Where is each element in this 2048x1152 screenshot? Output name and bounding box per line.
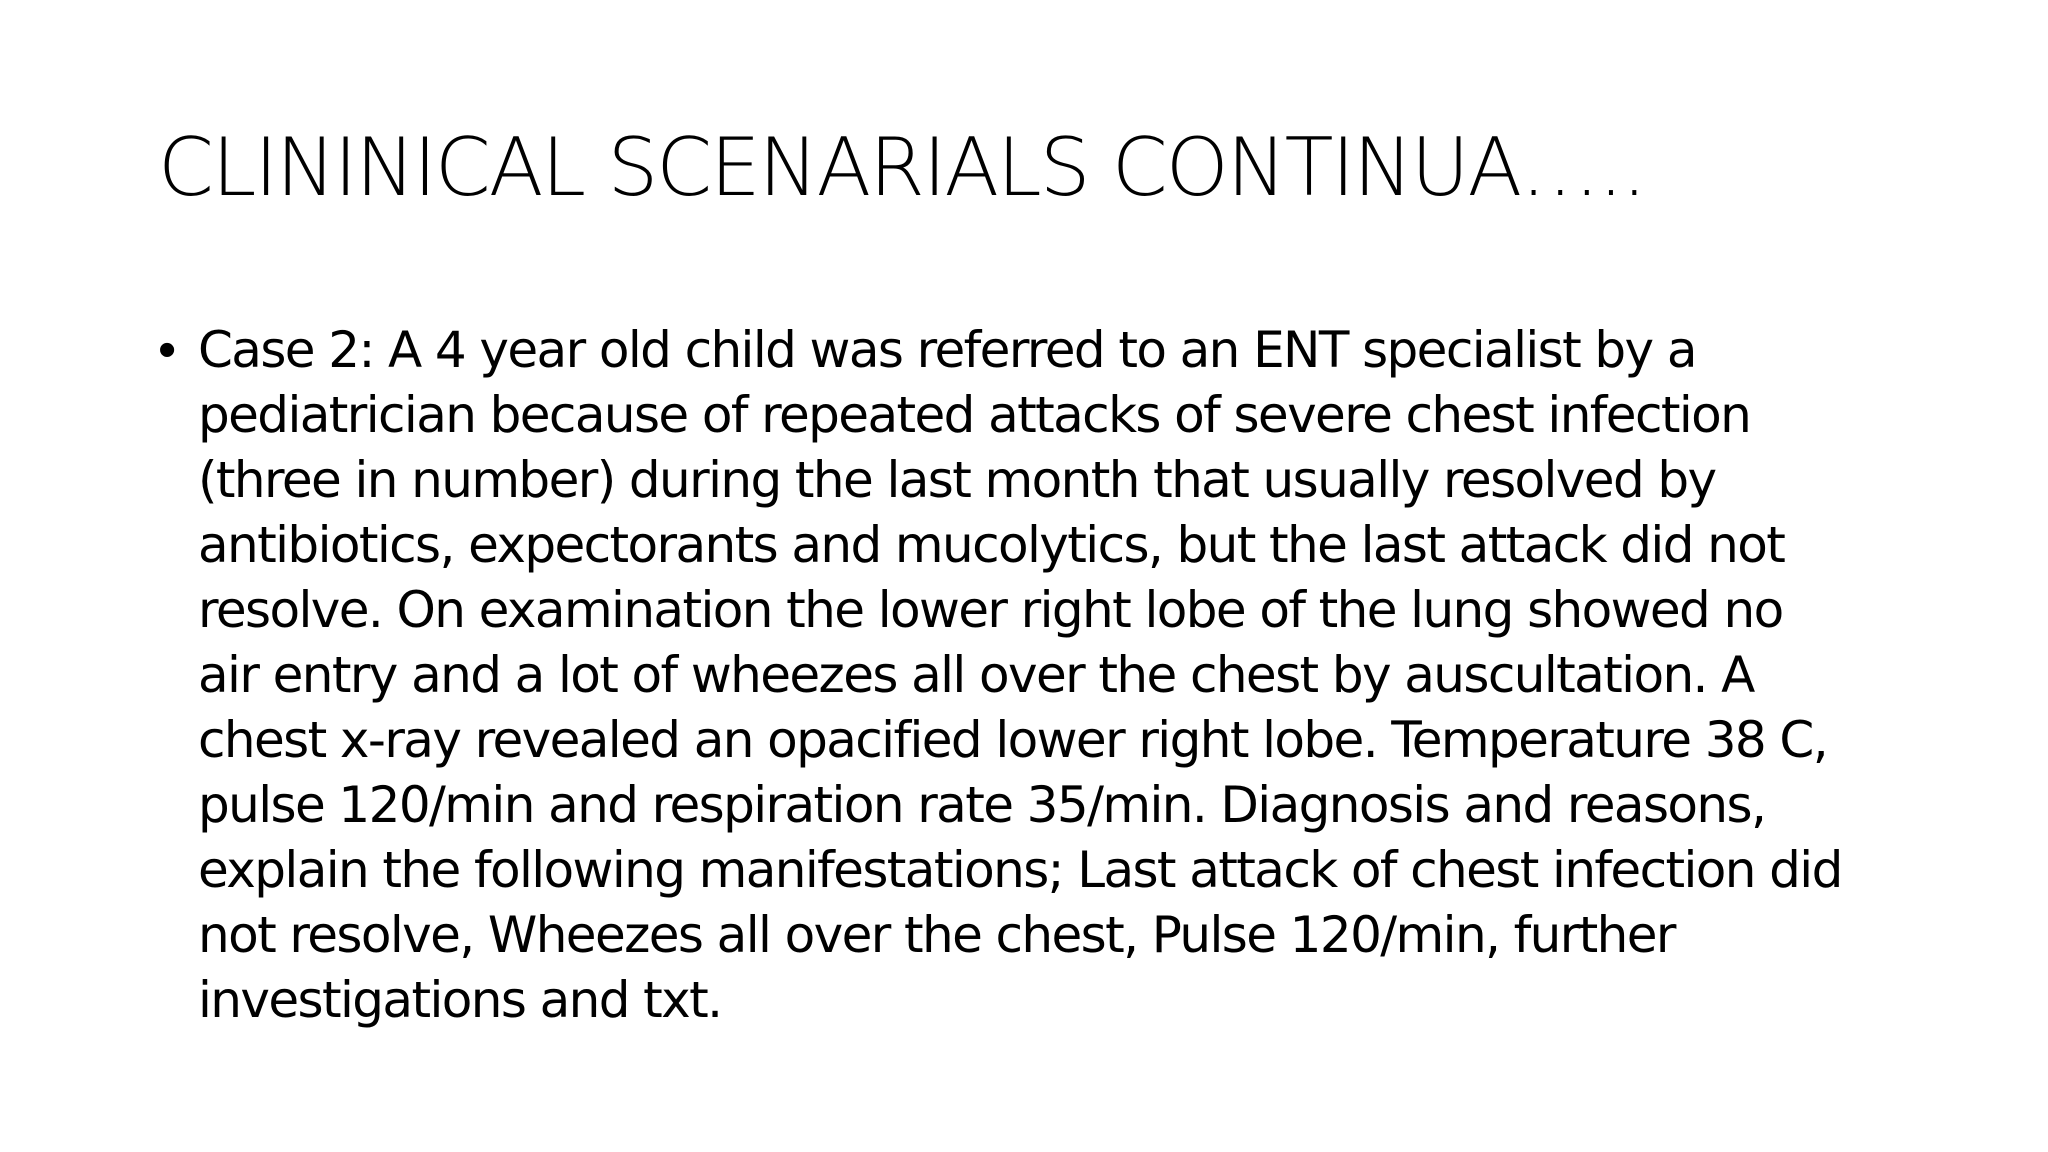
case-2-text: Case 2: A 4 year old child was referred to an ENT specialist by a pediatrician because of repeated attacks of severe chest infection (three in number) during the last month that usually resolved by antibiotics, expectorants and mucolytics, but the last attack did not resolve. On examination the lower right lobe of the lung showed no air entry and a lot of wheezes all over the chest by auscultation. A chest x-ray revealed an opacified lower right lobe. Temperature 38 C, pulse 120/min and respiration rate 35/min. Diagnosis and reasons, explain the following manifestations; Last attack of chest infection did not resolve, Wheezes all over the chest, Pulse 120/min, further investigations and txt. xyxy=(198,321,1842,1029)
bullet-marker: • xyxy=(158,321,177,379)
slide-title: CLININICAL SCENARIALS CONTINUA….. xyxy=(158,121,1646,214)
bullet-item-case-2 xyxy=(158,318,1918,1033)
bullet-list xyxy=(158,318,1918,1033)
